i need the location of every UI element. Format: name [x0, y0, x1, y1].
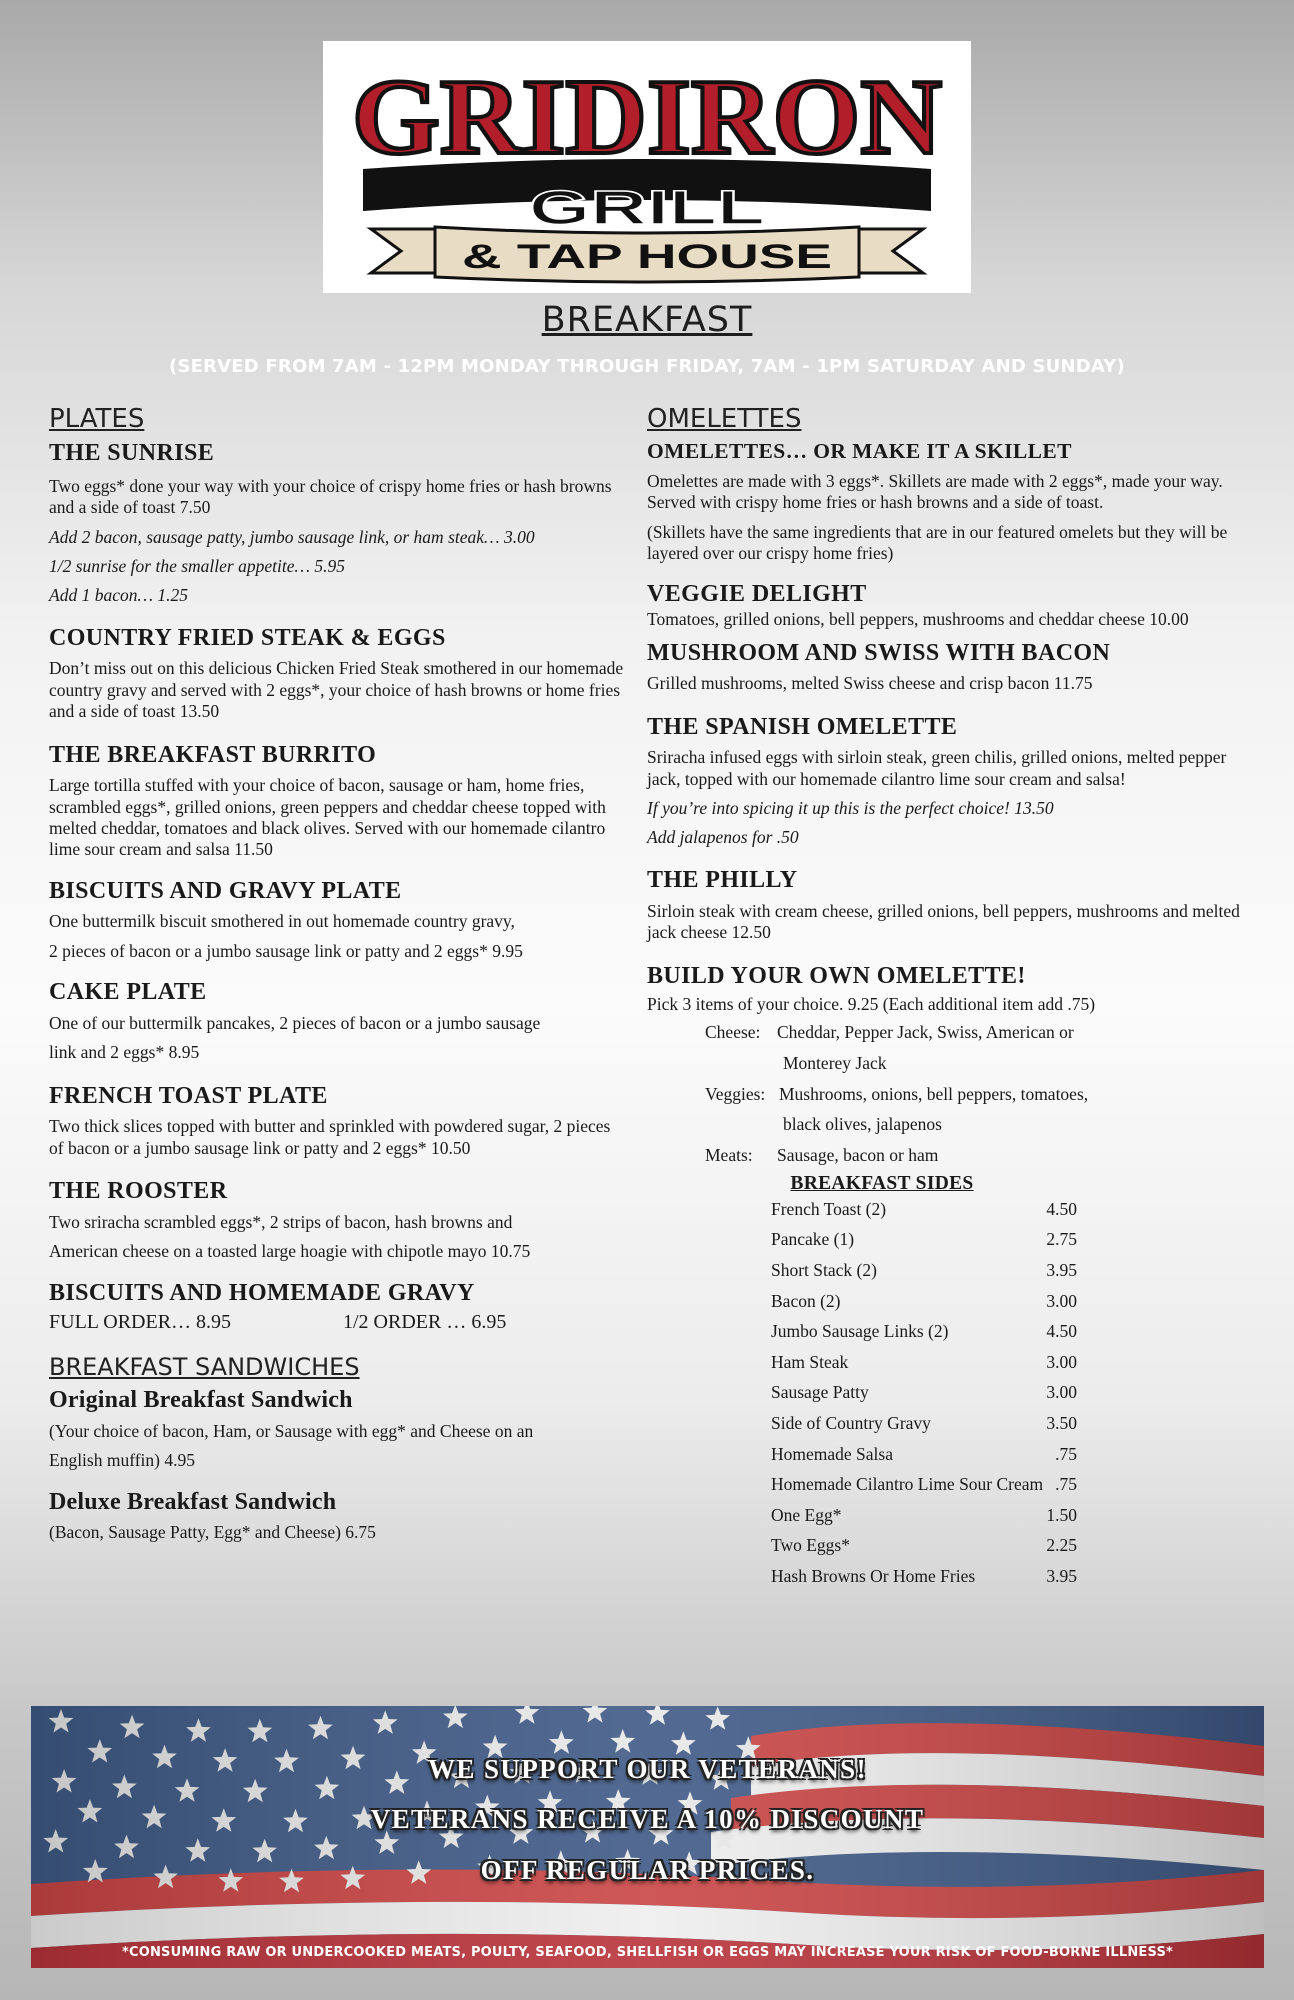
- restaurant-logo: [323, 41, 971, 293]
- menu-item-the-rooster: [49, 1177, 629, 1262]
- side-item: [771, 1505, 1077, 1536]
- item-title: CAKE PLATE: [49, 979, 207, 1006]
- byo-meats-options: Sausage, bacon or ham: [777, 1144, 939, 1165]
- item-description: link and 2 eggs* 8.95: [49, 1042, 200, 1063]
- left-column: [49, 404, 629, 1544]
- item-title: MUSHROOM AND SWISS WITH BACON: [647, 639, 1111, 666]
- menu-item-spanish-omelette: [647, 713, 1247, 848]
- item-note: (Skillets have the same ingredients that are in our featured omelets but they will be layered over our crispy home fries): [647, 521, 1228, 564]
- item-note: If you’re into spicing it up this is the perfect choice! 13.50: [647, 798, 1054, 819]
- side-item-name: Pancake (1): [771, 1229, 855, 1250]
- logo-grill-text: GRILL: [529, 182, 765, 235]
- veterans-line-1: WE SUPPORT OUR VETERANS!: [428, 1754, 867, 1784]
- byo-cheese-row: [647, 1022, 1247, 1053]
- side-item: [771, 1444, 1077, 1475]
- side-item: [771, 1352, 1077, 1383]
- item-description: Pick 3 items of your choice. 9.25 (Each additional item add .75): [647, 994, 1096, 1015]
- section-heading-plates: PLATES: [49, 404, 145, 434]
- menu-item-the-sunrise: [49, 439, 629, 605]
- item-description: Two thick slices topped with butter and sprinkled with powdered sugar, 2 pieces of bacon or a jumbo sausage link or patty and 2 eggs* 10.50: [49, 1116, 611, 1158]
- breakfast-sides: [667, 1173, 1097, 1597]
- item-title: THE PHILLY: [647, 867, 798, 894]
- menu-item-original-sandwich: [49, 1386, 629, 1471]
- menu-item-the-philly: [647, 866, 1247, 943]
- item-description: (Your choice of bacon, Ham, or Sausage with egg* and Cheese on an: [49, 1421, 534, 1441]
- logo-gridiron-text: GRIDIRON: [352, 58, 942, 177]
- side-item: [771, 1382, 1077, 1413]
- side-item-price: 4.50: [1046, 1321, 1077, 1342]
- item-title: BUILD YOUR OWN OMELETTE!: [647, 962, 1026, 989]
- side-item: [771, 1535, 1077, 1566]
- section-heading-omelettes: OMELETTES: [647, 404, 802, 434]
- item-add-on: Add jalapenos for .50: [647, 827, 799, 848]
- side-item-name: French Toast (2): [771, 1198, 887, 1219]
- page-title: BREAKFAST: [541, 300, 753, 340]
- item-title: BISCUITS AND GRAVY PLATE: [49, 877, 402, 904]
- side-item-price: 2.25: [1046, 1535, 1077, 1556]
- byo-veggies-row: [647, 1084, 1247, 1115]
- right-column: [647, 404, 1247, 1597]
- byo-veggies-options: black olives, jalapenos: [783, 1114, 942, 1135]
- byo-meats-label: Meats:: [705, 1144, 753, 1165]
- side-item: [771, 1199, 1077, 1230]
- section-heading-sandwiches: BREAKFAST SANDWICHES: [49, 1353, 360, 1382]
- item-description: Don’t miss out on this delicious Chicken Fried Steak smothered in our homemade country gravy and served with 2 eggs*, your choice of hash browns or home fries and a side of toast 13.50: [49, 658, 624, 722]
- menu-item-breakfast-burrito: [49, 741, 629, 861]
- item-description: Sriracha infused eggs with sirloin steak, green chilis, grilled onions, melted pepper jack, topped with our homemade cilantro lime sour cream and salsa!: [647, 747, 1227, 789]
- item-title: THE SPANISH OMELETTE: [647, 713, 958, 740]
- menu-item-deluxe-sandwich: [49, 1488, 629, 1544]
- item-title: VEGGIE DELIGHT: [647, 581, 867, 608]
- item-title: Deluxe Breakfast Sandwich: [49, 1488, 337, 1515]
- item-description: Large tortilla stuffed with your choice of bacon, sausage or ham, home fries, scrambled eggs*, grilled onions, green peppers and cheddar cheese topped with melted cheddar, tomatoes and black olives. Served with our homemade cilantro lime sour cream and salsa 11.50: [49, 775, 606, 860]
- menu-item-country-fried-steak: [49, 624, 629, 723]
- serving-hours: (SERVED FROM 7AM - 12PM MONDAY THROUGH FRIDAY, 7AM - 1PM SATURDAY AND SUNDAY): [169, 356, 1125, 377]
- side-item-name: Hash Browns Or Home Fries: [771, 1565, 976, 1586]
- menu-item-cake-plate: [49, 978, 629, 1063]
- item-add-on: Add 1 bacon… 1.25: [49, 584, 189, 605]
- item-title: THE BREAKFAST BURRITO: [49, 741, 377, 768]
- menu-item-biscuits-gravy-plate: [49, 877, 629, 962]
- side-item-price: 3.95: [1046, 1259, 1077, 1280]
- item-description: One buttermilk biscuit smothered in out homemade country gravy,: [49, 911, 515, 932]
- item-description: 2 pieces of bacon or a jumbo sausage link or patty and 2 eggs* 9.95: [49, 940, 523, 961]
- side-item: [771, 1474, 1077, 1505]
- side-item-price: 3.00: [1046, 1290, 1077, 1311]
- sides-list: [771, 1199, 1077, 1597]
- item-description: One of our buttermilk pancakes, 2 pieces of bacon or a jumbo sausage: [49, 1012, 541, 1033]
- side-item-price: 3.50: [1046, 1412, 1077, 1433]
- side-item-name: Homemade Salsa: [771, 1443, 893, 1464]
- item-description: Two eggs* done your way with your choice of crispy home fries or hash browns and a side of toast 7.50: [49, 475, 612, 518]
- side-item-name: Ham Steak: [771, 1351, 849, 1372]
- item-title: Original Breakfast Sandwich: [49, 1387, 353, 1414]
- side-item-name: Sausage Patty: [771, 1382, 869, 1403]
- food-safety-disclaimer: *CONSUMING RAW OR UNDERCOOKED MEATS, POULTY, SEAFOOD, SHELLFISH OR EGGS MAY INCREASE YOUR RISK OF FOOD-BORNE ILLNESS*: [121, 1945, 1174, 1960]
- byo-cheese-label: Cheese:: [705, 1022, 761, 1043]
- half-order-price: 1/2 ORDER … 6.95: [343, 1311, 507, 1334]
- menu-item-french-toast-plate: [49, 1082, 629, 1159]
- side-item-name: Two Eggs*: [771, 1535, 850, 1556]
- side-item-price: 1.50: [1046, 1504, 1077, 1525]
- side-item: [771, 1413, 1077, 1444]
- side-item: [771, 1321, 1077, 1352]
- full-order-price: FULL ORDER… 8.95: [49, 1311, 232, 1334]
- item-description: English muffin) 4.95: [49, 1450, 195, 1471]
- veterans-banner: [31, 1706, 1264, 1968]
- menu-item-build-your-own: [647, 962, 1247, 1171]
- side-item-name: Bacon (2): [771, 1290, 841, 1311]
- menu-item-veggie-delight: [647, 580, 1247, 630]
- side-item-price: 3.00: [1046, 1382, 1077, 1403]
- item-add-on: Add 2 bacon, sausage patty, jumbo sausage link, or ham steak… 3.00: [49, 526, 535, 547]
- side-item-name: One Egg*: [771, 1504, 842, 1525]
- side-item-price: .75: [1055, 1443, 1077, 1464]
- order-sizes: [49, 1309, 629, 1339]
- flag-background: [31, 1706, 1264, 1968]
- item-title: FRENCH TOAST PLATE: [49, 1082, 328, 1109]
- sides-title: BREAKFAST SIDES: [790, 1172, 974, 1194]
- item-title: BISCUITS AND HOMEMADE GRAVY: [49, 1279, 475, 1306]
- byo-veggies-row-2: [647, 1114, 1247, 1145]
- menu-item-mushroom-swiss: [647, 639, 1247, 695]
- item-title: COUNTRY FRIED STEAK & EGGS: [49, 624, 446, 651]
- side-item-name: Side of Country Gravy: [771, 1412, 931, 1433]
- side-item: [771, 1291, 1077, 1322]
- side-item-price: 3.00: [1046, 1351, 1077, 1372]
- item-title: THE ROOSTER: [49, 1178, 228, 1205]
- veterans-line-3: OFF REGULAR PRICES.: [480, 1855, 815, 1885]
- side-item-price: 2.75: [1046, 1229, 1077, 1250]
- item-title: THE SUNRISE: [49, 440, 215, 467]
- side-item-name: Short Stack (2): [771, 1259, 877, 1280]
- byo-cheese-options: Cheddar, Pepper Jack, Swiss, American or: [777, 1022, 1074, 1043]
- byo-veggies-options: Mushrooms, onions, bell peppers, tomatoes,: [779, 1083, 1089, 1104]
- logo-tap-house-text: & TAP HOUSE: [462, 238, 832, 276]
- menu-item-omelettes-skillet: [647, 439, 1247, 564]
- side-item-price: 4.50: [1046, 1198, 1077, 1219]
- item-description: American cheese on a toasted large hoagie with chipotle mayo 10.75: [49, 1241, 531, 1262]
- item-description: Tomatoes, grilled onions, bell peppers, mushrooms and cheddar cheese 10.00: [647, 609, 1189, 630]
- item-description: Sirloin steak with cream cheese, grilled onions, bell peppers, mushrooms and melted jack cheese 12.50: [647, 900, 1240, 943]
- byo-meats-row: [647, 1145, 1247, 1171]
- byo-cheese-options: Monterey Jack: [783, 1053, 887, 1073]
- byo-cheese-row-2: [647, 1053, 1247, 1084]
- side-item-price: .75: [1055, 1474, 1077, 1495]
- veterans-line-2: VETERANS RECEIVE A 10% DISCOUNT: [370, 1804, 925, 1834]
- item-description: Omelettes are made with 3 eggs*. Skillets are made with 2 eggs*, made your way. Served with crispy home fries or hash browns and a side of toast.: [647, 470, 1223, 513]
- side-item-price: 3.95: [1046, 1565, 1077, 1586]
- side-item: [771, 1229, 1077, 1260]
- byo-veggies-label: Veggies:: [705, 1083, 766, 1104]
- menu-item-biscuits-homemade-gravy: [49, 1279, 629, 1340]
- item-description: Two sriracha scrambled eggs*, 2 strips of bacon, hash browns and: [49, 1211, 513, 1232]
- side-item: [771, 1260, 1077, 1291]
- item-description: Grilled mushrooms, melted Swiss cheese and crisp bacon 11.75: [647, 673, 1093, 694]
- side-item-name: Homemade Cilantro Lime Sour Cream: [771, 1474, 1044, 1495]
- side-item: [771, 1566, 1077, 1597]
- item-title: OMELETTES… OR MAKE IT A SKILLET: [647, 439, 1072, 464]
- item-description: (Bacon, Sausage Patty, Egg* and Cheese) 6.75: [49, 1522, 376, 1543]
- side-item-name: Jumbo Sausage Links (2): [771, 1321, 949, 1342]
- item-add-on: 1/2 sunrise for the smaller appetite… 5.95: [49, 555, 346, 576]
